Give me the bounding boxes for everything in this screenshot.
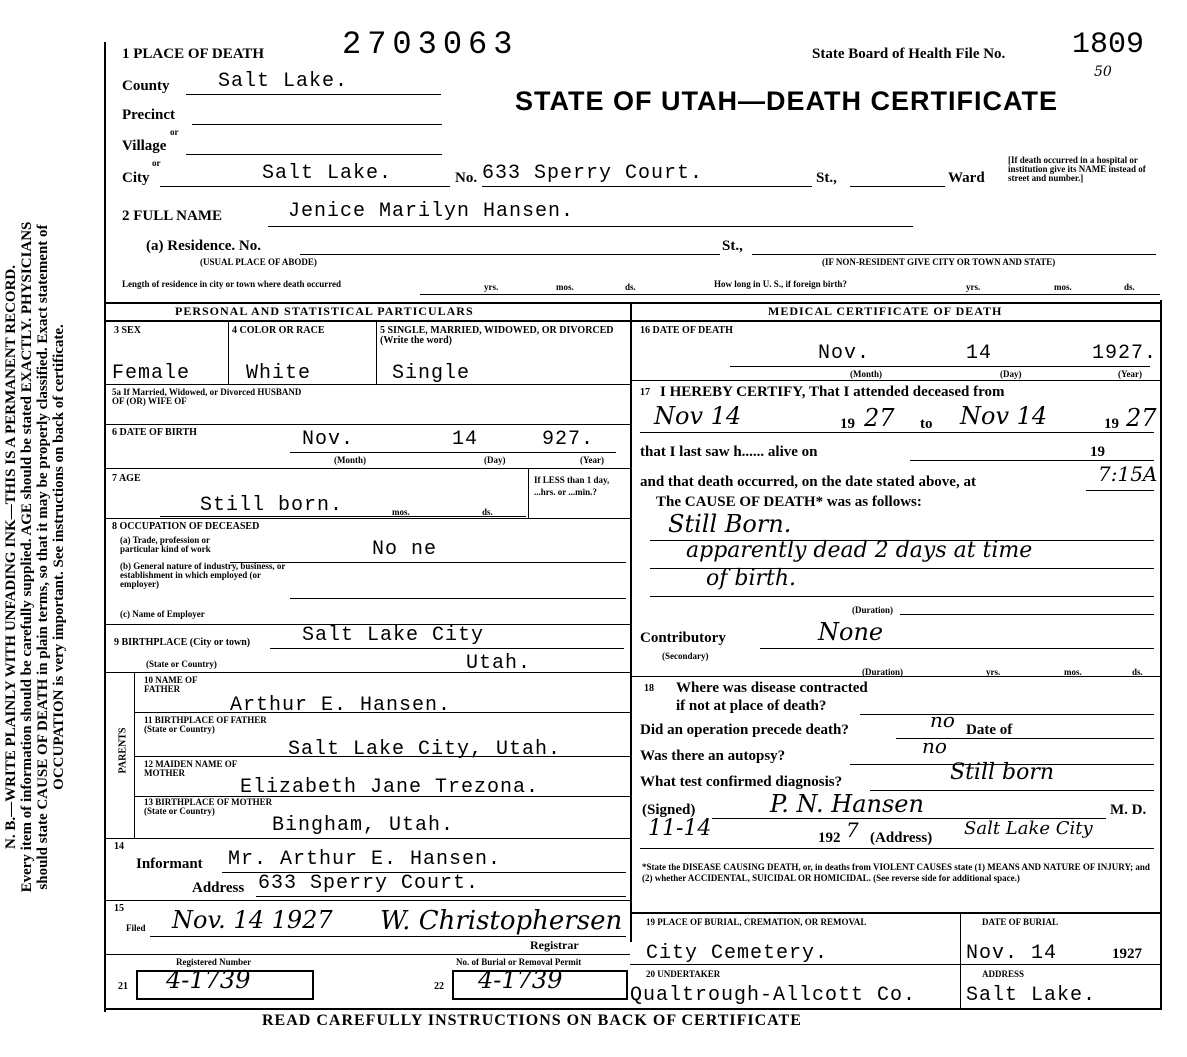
parents-vertical-label: PARENTS [117,727,129,774]
birthplace-city: Salt Lake City [302,624,485,647]
cause-line-1: Still Born. [668,510,792,538]
sex-value: Female [112,362,191,385]
less-than-label: If LESS than 1 day, ...hrs. or ...min.? [534,475,610,497]
occupation-b-line [290,598,626,599]
attend-to: Nov 14 [960,402,1048,430]
informant-address-label: Address [192,880,245,896]
sign-address: Salt Lake City [964,818,1093,839]
contrib-ds: ds. [1132,667,1143,677]
street-no-label: No. [455,170,478,186]
county-value: Salt Lake. [218,70,349,93]
sex-label: 3 SEX [114,325,141,336]
certify-num: 17 [640,387,650,398]
cause-line-2: apparently dead 2 days at time [686,538,1033,563]
informant-value: Mr. Arthur E. Hansen. [228,848,502,871]
burial-permit-label: No. of Burial or Removal Permit [456,957,582,967]
test-value: Still born [950,760,1055,785]
undertaker-address-label: ADDRESS [982,969,1025,979]
row-rule-12 [104,954,630,955]
full-name-line [268,226,913,227]
contributory-line [760,648,1154,649]
father-birthplace-label: 11 BIRTHPLACE OF FATHER (State or Country) [144,715,267,734]
residence-st-label: St., [722,238,743,254]
undertaker-label: 20 UNDERTAKER [646,969,721,979]
informant-label: Informant [136,856,203,872]
burial-permit-idx: 22 [434,981,444,992]
to-label: to [920,416,933,432]
burial-date: Nov. 14 [966,942,1058,965]
employer-label: (c) Name of Employer [120,609,205,619]
mother-name: Elizabeth Jane Trezona. [240,776,540,799]
occupation-b-label: (b) General nature of industry, business, or establishment in which employed (or employer) [120,561,286,589]
dod-year-caption: (Year) [1118,369,1142,379]
st-line [850,186,945,187]
age-value: Still born. [200,494,344,517]
occupation-label: 8 OCCUPATION OF DECEASED [112,521,260,532]
length-line [420,294,1160,295]
where-num: 18 [644,683,654,694]
row-rule-7 [134,712,630,713]
where-line [860,714,1154,715]
sign-address-line [640,848,1154,849]
duration-label-2: (Duration) [862,667,903,677]
sex-col-divider [228,320,229,384]
city-value: Salt Lake. [262,162,393,185]
occupation-a-label: (a) Trade, profession or particular kind of work [120,535,211,554]
column-divider [630,302,632,942]
age-ds: ds. [482,507,493,517]
dob-month: Nov. [302,428,355,451]
sign-date: 11-14 [648,816,712,841]
marital-label: 5 SINGLE, MARRIED, WIDOWED, OR DIVORCED (Write the word) [380,325,614,346]
filed-num: 15 [114,903,124,914]
dod-year: 1927. [1092,342,1158,365]
birthplace-state-label: (State or Country) [146,659,217,669]
color-col-divider [376,320,377,384]
attend-from: Nov 14 [654,402,742,430]
color-label: 4 COLOR OR RACE [232,325,325,336]
how-long-us-label: How long in U. S., if foreign birth? [714,279,847,289]
precinct-line [192,124,442,125]
spouse-label: 5a If Married, Widowed, or Divorced HUSBAND OF (OR) WIFE OF [112,387,302,406]
contributory-label: Contributory [640,630,726,646]
age-line [160,516,526,517]
nineteen-2: 19 [1104,416,1119,432]
row-rule-4 [104,518,630,519]
med-rule-3 [630,912,1160,914]
length-mos: mos. [556,282,574,292]
burial-place: City Cemetery. [646,942,829,965]
where-label-2: if not at place of death? [676,698,827,714]
last-saw-label: that I last saw h...... alive on [640,444,818,460]
page-title: STATE OF UTAH—DEATH CERTIFICATE [515,86,1058,116]
burial-year: 1927 [1112,946,1142,962]
row-rule-6 [104,672,630,673]
sign-year: 7 [846,818,859,842]
footer-instructions: READ CAREFULLY INSTRUCTIONS ON BACK OF CERTIFICATE [262,1012,802,1029]
filed-date: Nov. 14 1927 [172,906,333,934]
undertaker-address: Salt Lake. [966,984,1097,1007]
date-of-label: Date of [966,722,1013,738]
cause-label: The CAUSE OF DEATH* was as follows: [656,494,922,510]
dob-year-caption: (Year) [580,455,604,465]
us-ds: ds. [1124,282,1135,292]
test-label: What test confirmed diagnosis? [640,774,843,790]
length-ds: ds. [625,282,636,292]
section-title-rule [104,320,1162,322]
registered-number-label: Registered Number [176,957,252,967]
personal-section-title: PERSONAL AND STATISTICAL PARTICULARS [175,304,474,318]
death-time-line [1086,490,1154,491]
duration-label-1: (Duration) [852,605,893,615]
dod-day-caption: (Day) [1000,369,1022,379]
contributory-value: None [818,618,884,646]
city-label: City [122,170,150,186]
undertaker: Qualtrough-Allcott Co. [630,984,917,1007]
dob-month-caption: (Month) [334,455,366,465]
medical-section-title: MEDICAL CERTIFICATE OF DEATH [768,304,1003,318]
md-label: M. D. [1110,802,1147,818]
residence-st-line [752,254,1156,255]
death-time-label: and that death occurred, on the date stated above, at [640,474,976,490]
side-instructions: N. B.—WRITE PLAINLY WITH UNFADING INK—THIS IS A PERMANENT RECORD. Every item of information should be carefully supplied. AGE should be stated EXACTLY. PHYSICIANS should state CAUSE OF DEATH in plain terms, so that it may be properly classified. Exact statement of OCCUPATION is very important. See instructions on back of certificate. [3,221,67,893]
father-birthplace: Salt Lake City, Utah. [288,738,562,761]
cause-rule-3 [650,596,1154,597]
operation-label: Did an operation precede death? [640,722,849,738]
last-saw-line [910,460,1154,461]
file-number-sub: 50 [1094,64,1112,80]
row-rule-10 [104,838,630,839]
dob-day-caption: (Day) [484,455,506,465]
marital-value: Single [392,362,471,385]
nineteen-1: 19 [840,416,855,432]
less-than-divider [528,468,529,518]
duration-rule-1 [900,614,1154,615]
dod-line [730,366,1150,367]
attend-line [640,432,1154,433]
filed-line [150,936,626,937]
file-no-label: State Board of Health File No. [812,46,1006,62]
cause-line-3: of birth. [706,566,797,591]
or-label-1: or [170,127,179,137]
contrib-mos: mos. [1064,667,1082,677]
where-label: Where was disease contracted [676,680,868,696]
dod-month-caption: (Month) [850,369,882,379]
certificate-stamp-number: 2703063 [342,26,519,63]
place-of-death-label: 1 PLACE OF DEATH [122,46,265,62]
med-rule-2 [630,676,1160,677]
signed-label: (Signed) [642,802,696,818]
death-time: 7:15A [1098,462,1158,486]
dod-month: Nov. [818,342,871,365]
certify-label: I HEREBY CERTIFY, That I attended deceased from [660,384,1005,400]
registered-number-idx: 21 [118,981,128,992]
birthplace-state: Utah. [466,652,532,675]
city-line [160,186,450,187]
ward-label: Ward [948,170,985,186]
sign-year-prefix: 192 [818,830,841,846]
cause-footnote: *State the DISEASE CAUSING DEATH, or, in deaths from VIOLENT CAUSES state (1) MEANS AND NATURE OF INJURY; and (2) whether ACCIDENTAL, SUICIDAL OR HOMICIDAL. (See reverse side for additional space.) [642,862,1150,883]
autopsy-label: Was there an autopsy? [640,748,786,764]
mother-birthplace-label: 13 BIRTHPLACE OF MOTHER (State or Country) [144,797,273,816]
med-rule-4 [630,964,1160,965]
residence-label: (a) Residence. No. [146,238,261,254]
form-bottom-border [104,1008,1162,1010]
physician-signature: P. N. Hansen [770,790,924,818]
form-left-border [104,42,106,1012]
occupation-value: No ne [372,538,438,561]
us-yrs: yrs. [966,282,981,292]
mother-birthplace: Bingham, Utah. [272,814,455,837]
registrar-label: Registrar [530,938,579,952]
length-yrs: yrs. [484,282,499,292]
row-rule-11 [104,900,630,901]
us-mos: mos. [1054,282,1072,292]
birthplace-label: 9 BIRTHPLACE (City or town) [114,637,251,648]
color-value: White [246,362,312,385]
age-label: 7 AGE [112,473,141,484]
row-rule-3 [104,468,630,469]
attend-to-year: 27 [1126,404,1157,432]
nineteen-3: 19 [1090,444,1105,460]
informant-address: 633 Sperry Court. [258,872,480,895]
birthplace-line [270,648,624,649]
dod-day: 14 [966,342,993,365]
residence-line [300,254,720,255]
burial-permit-number: 4-1739 [478,966,563,994]
father-name: Arthur E. Hansen. [230,694,452,717]
village-line [186,154,442,155]
med-rule-1 [630,380,1160,381]
informant-address-line [256,896,626,897]
dob-line [290,452,616,453]
or-label-2: or [152,158,161,168]
village-label: Village [122,138,167,154]
full-name-label: 2 FULL NAME [122,208,223,224]
street-value: 633 Sperry Court. [482,162,704,185]
row-rule-8 [134,756,630,757]
age-mos: mos. [392,507,410,517]
form-right-border [1160,300,1162,1010]
st-label: St., [816,170,837,186]
parents-divider [134,672,135,838]
dob-year: 927. [542,428,595,451]
county-line [186,94,441,95]
informant-num: 14 [114,841,124,852]
precinct-label: Precinct [122,107,176,123]
registrar-signature: W. Christophersen [380,906,623,936]
burial-col-divider [960,912,961,1008]
registered-number: 4-1739 [166,966,251,994]
usual-place-label: (USUAL PLACE OF ABODE) [200,257,317,267]
ward-note: [If death occurred in a hospital or institution give its NAME instead of street and number.] [1008,155,1146,183]
secondary-label: (Secondary) [662,651,709,661]
mother-name-label: 12 MAIDEN NAME OF MOTHER [144,759,237,778]
row-rule-1 [104,384,630,385]
dod-label: 16 DATE OF DEATH [640,325,733,336]
county-label: County [122,78,170,94]
attend-from-year: 27 [864,404,895,432]
filed-label: Filed [126,923,146,933]
autopsy-value: no [922,734,947,758]
dob-day: 14 [452,428,479,451]
burial-date-label: DATE OF BURIAL [982,917,1059,927]
dob-label: 6 DATE OF BIRTH [112,427,197,438]
contrib-yrs: yrs. [986,667,1001,677]
full-name-value: Jenice Marilyn Hansen. [288,200,575,223]
burial-place-label: 19 PLACE OF BURIAL, CREMATION, OR REMOVAL [646,917,867,927]
father-name-label: 10 NAME OF FATHER [144,675,198,694]
file-number: 1809 [1072,28,1145,62]
non-resident-label: (IF NON-RESIDENT GIVE CITY OR TOWN AND STATE) [822,257,1056,267]
operation-value: no [930,708,955,732]
street-line [482,186,812,187]
sign-address-label: (Address) [870,830,933,846]
length-residence-label: Length of residence in city or town where death occurred [122,279,342,289]
row-rule-2 [104,424,630,425]
